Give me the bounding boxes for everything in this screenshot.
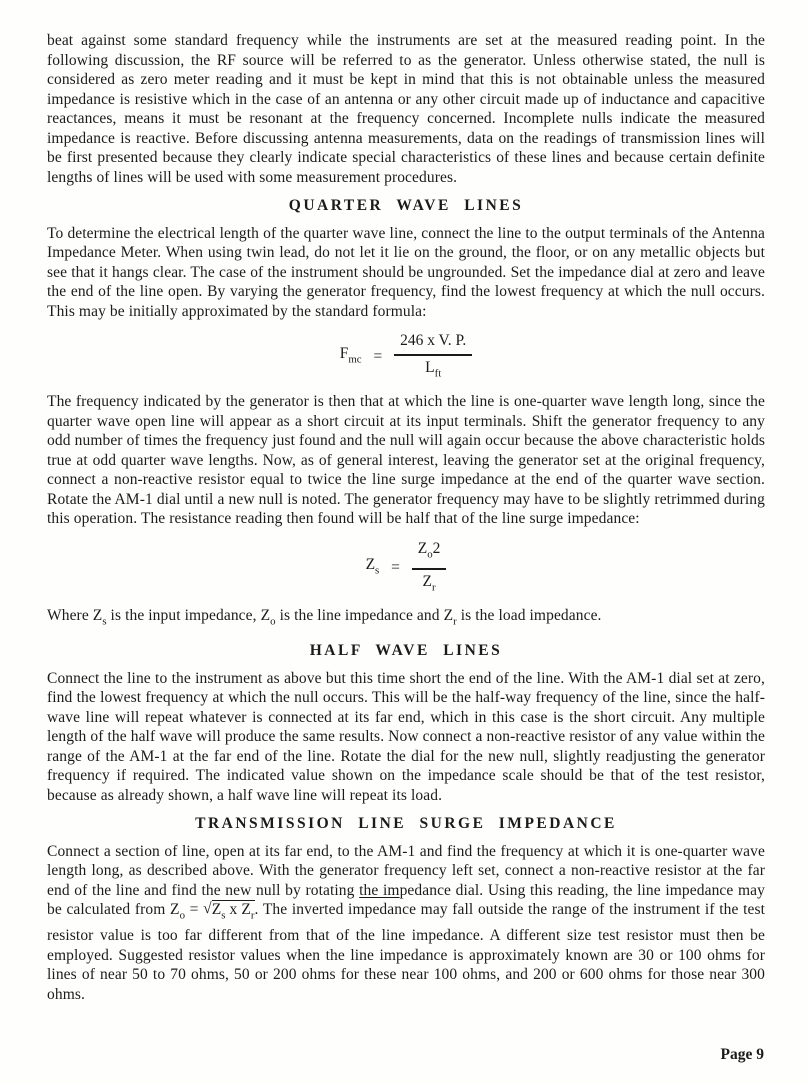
heading-transmission-line-surge-impedance: TRANSMISSION LINE SURGE IMPEDANCE xyxy=(195,815,617,833)
page-number: Page 9 xyxy=(720,1045,764,1063)
formula-fraction xyxy=(394,331,472,383)
fraction-denominator: $Z_r$ xyxy=(422,572,436,593)
equals-sign: = xyxy=(373,348,383,366)
formula-lhs: $Z_s$ xyxy=(365,556,380,577)
heading-half-wave-lines: HALF WAVE LINES xyxy=(309,642,503,660)
paragraph-quarter-wave-discussion: The frequency indicated by the generator is then that at which the line is one-quarter wave length long, since the quarter wave open line will appear as a short circuit at its input terminals. Shift the generator frequency to any odd number of times the frequency just found and the null will again occur because the above characteristic holds true at odd quarter wave lengths. Now, as of general interest, leaving the generator set at the original frequency, connect a non-reactive resistor equal to twice the line surge impedance at the end of the quarter wave section. Rotate the AM-1 dial until a new null is noted. The generator frequency may have to be slightly retrimmed during this operation. The resistance reading then found will be half that of the line surge impedance: xyxy=(47,393,765,528)
paragraph-quarter-wave-procedure: To determine the electrical length of the quarter wave line, connect the line to the output terminals of the Antenna Impedance Meter. When using twin lead, do not let it lie on the ground, the floor, or on any metallic objects but see that it hangs clear. The case of the instrument should be ungrounded. Set the impedance dial at zero and leave the end of the line open. By varying the generator frequency, find the lowest frequency at which the null occurs. This may be initially approximated by the standard formula: xyxy=(47,224,765,320)
formula-surge-impedance xyxy=(47,539,765,598)
equals-sign: = xyxy=(391,559,400,577)
paragraph-half-wave-procedure: Connect the line to the instrument as above but this time short the end of the line. With the AM-1 dial set at zero, find the lowest frequency at which the null occurs. This will be the half-way frequency of the line, since the half-wave line will repeat whatever is connected at its far end, which in this case is the short circuit. Any multiple length of the half wave will produce the same results. Now connect a non-reactive resistor of any value within the range of the AM-1 at the far end of the line. Rotate the dial for the new null, slightly readjusting the generator frequency if required. The indicated value shown on the impedance scale should be that of the test resistor, because as already shown, a half wave line will repeat its load. xyxy=(47,669,765,804)
fraction-numerator: 246 x V. P. xyxy=(394,331,472,356)
heading-quarter-wave-lines: QUARTER WAVE LINES xyxy=(288,197,524,214)
formula-fraction xyxy=(412,539,447,598)
fraction-denominator: $L_{ft}$ xyxy=(425,358,442,379)
paragraph-symbol-definitions: Where $Z_s$ is the input impedance, $Z_o$ is the line impedance and $Z_r$ is the load impedance. xyxy=(47,607,602,628)
paragraph-intro: beat against some standard frequency while the instruments are set at the measured reading point. In the following discussion, the RF source will be referred to as the generator. Unless otherwise stated, the null is considered as zero meter reading and it must be kept in mind that this is not obtainable unless the measured impedance is resistive which in the case of an antenna or any other circuit made up of inductance and capacitive reactances, means it must be resonant at the frequency concerned. Incomplete nulls indicate the measured impedance is reactive. Before discussing antenna measurements, data on the readings of transmission lines will be first presented because they clearly indicate special characteristics of these lines and because certain definite lengths of lines will be used with some measurement procedures. xyxy=(47,32,765,186)
paragraph-surge-impedance-procedure: Connect a section of line, open at its far end, to the AM-1 and find the frequency at which it is one-quarter wave length long, as described above. With the generator frequency left set, connect a non-reactive resistor at the far end of the line and find the new null by rotating the impedance dial. Using this reading, the line impedance may be calculated from $Z_o = √Z_s$ x $Z_r$. The inverted impedance may fall outside the range of the instrument if the test resistor value is too far different from that of the line impedance. A different size test resistor must then be employed. Suggested resistor values when the line impedance is approximately known are 30 or 100 ohms for lines of near 50 to 70 ohms, 50 or 200 ohms for these near 100 ohms, and 200 or 600 ohms for those near 300 ohms. xyxy=(47,842,765,1003)
formula-lhs: $F_{mc}$ xyxy=(339,345,362,366)
formula-resonant-frequency xyxy=(47,331,765,383)
fraction-numerator: $Z_o2$ xyxy=(412,539,447,570)
